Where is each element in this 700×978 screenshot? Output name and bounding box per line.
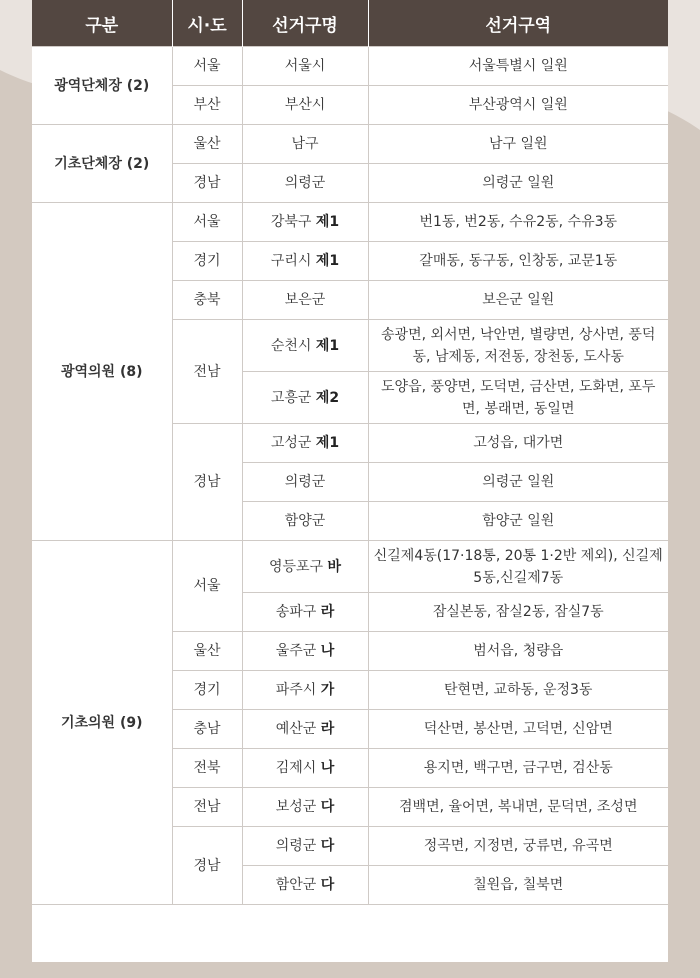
district-suffix: 다 [320, 877, 335, 893]
district-name: 부산시 [284, 97, 326, 113]
district-area-cell: 부산광역시 일원 [368, 86, 668, 125]
district-name-cell [242, 866, 368, 905]
district-suffix: 나 [320, 760, 335, 776]
district-area-cell: 칠원읍, 칠북면 [368, 866, 668, 905]
district-area-cell: 보은군 일원 [368, 281, 668, 320]
district-area-cell: 신길제4동(17·18통, 20통 1·2반 제외), 신길제5동,신길제7동 [368, 541, 668, 593]
district-area-cell: 범서읍, 청량읍 [368, 632, 668, 671]
sido-cell: 경남 [172, 827, 242, 905]
district-suffix: 다 [320, 838, 335, 854]
district-name: 함안군 [275, 877, 317, 893]
district-suffix: 제1 [315, 253, 340, 269]
district-name-cell [242, 125, 368, 164]
district-name-cell [242, 541, 368, 593]
district-name-cell [242, 47, 368, 86]
district-name: 울주군 [275, 643, 317, 659]
district-suffix: 라 [320, 604, 335, 620]
sido-cell: 전남 [172, 320, 242, 424]
district-name-cell [242, 671, 368, 710]
district-area-cell: 송광면, 외서면, 낙안면, 별량면, 상사면, 풍덕동, 남제동, 저전동, 장천동, 도사동 [368, 320, 668, 372]
district-name-cell [242, 242, 368, 281]
district-area-cell: 번1동, 번2동, 수유2동, 수유3동 [368, 203, 668, 242]
sido-cell: 서울 [172, 47, 242, 86]
sido-cell: 전북 [172, 749, 242, 788]
district-area-cell: 서울특별시 일원 [368, 47, 668, 86]
table-row [32, 125, 668, 164]
district-area-cell: 용지면, 백구면, 금구면, 검산동 [368, 749, 668, 788]
district-name: 순천시 [270, 337, 312, 354]
district-name-cell [242, 788, 368, 827]
district-area-cell: 덕산면, 봉산면, 고덕면, 신암면 [368, 710, 668, 749]
district-area-cell: 잠실본동, 잠실2동, 잠실7동 [368, 593, 668, 632]
district-name: 고흥군 [270, 389, 312, 406]
sido-cell: 전남 [172, 788, 242, 827]
district-area-cell: 함양군 일원 [368, 502, 668, 541]
table-row [32, 541, 668, 593]
district-name-cell [242, 86, 368, 125]
district-area-cell: 탄현면, 교하동, 운정3동 [368, 671, 668, 710]
sido-cell: 경기 [172, 671, 242, 710]
district-suffix: 다 [320, 799, 335, 815]
sido-cell: 경기 [172, 242, 242, 281]
district-name: 강북구 [270, 214, 312, 230]
district-name-cell [242, 463, 368, 502]
district-area-cell: 갈매동, 동구동, 인창동, 교문1동 [368, 242, 668, 281]
district-name: 구리시 [270, 253, 312, 269]
sido-cell: 서울 [172, 541, 242, 632]
district-name-cell [242, 827, 368, 866]
district-area-cell: 정곡면, 지정면, 궁류면, 유곡면 [368, 827, 668, 866]
district-name: 예산군 [275, 721, 317, 737]
district-name: 의령군 [284, 474, 326, 490]
category-cell: 기초의원 (9) [32, 541, 172, 905]
district-name-cell [242, 424, 368, 463]
district-name-cell [242, 710, 368, 749]
district-area-cell: 도양읍, 풍양면, 도덕면, 금산면, 도화면, 포두면, 봉래면, 동일면 [368, 372, 668, 424]
sido-cell: 울산 [172, 125, 242, 164]
district-name-cell [242, 372, 368, 424]
category-cell: 기초단체장 (2) [32, 125, 172, 203]
district-name-cell [242, 749, 368, 788]
sido-cell: 서울 [172, 203, 242, 242]
district-name: 보성군 [275, 799, 317, 815]
district-area-cell: 겸백면, 율어면, 복내면, 문덕면, 조성면 [368, 788, 668, 827]
district-name-cell [242, 632, 368, 671]
district-name: 송파구 [275, 604, 317, 620]
sido-cell: 부산 [172, 86, 242, 125]
district-area-cell: 의령군 일원 [368, 164, 668, 203]
district-name: 함양군 [284, 513, 326, 529]
header-sido: 시·도 [172, 0, 242, 47]
district-name: 김제시 [275, 760, 317, 776]
district-name-cell [242, 203, 368, 242]
district-name: 서울시 [284, 58, 326, 74]
table-row [32, 203, 668, 242]
district-name: 의령군 [275, 838, 317, 854]
district-name: 고성군 [270, 435, 312, 451]
district-name: 남구 [291, 136, 319, 152]
district-suffix: 제2 [315, 389, 340, 406]
election-district-table [32, 0, 668, 905]
district-area-cell: 의령군 일원 [368, 463, 668, 502]
district-name: 파주시 [275, 682, 317, 698]
district-name-cell [242, 320, 368, 372]
district-suffix: 제1 [315, 214, 340, 230]
district-suffix: 바 [327, 558, 342, 575]
district-name: 영등포구 [268, 558, 324, 575]
district-name-cell [242, 281, 368, 320]
district-area-cell: 남구 일원 [368, 125, 668, 164]
district-area-cell: 고성읍, 대가면 [368, 424, 668, 463]
sido-cell: 경남 [172, 424, 242, 541]
district-suffix: 가 [320, 682, 335, 698]
sido-cell: 충남 [172, 710, 242, 749]
district-name-cell [242, 502, 368, 541]
category-cell: 광역의원 (8) [32, 203, 172, 541]
category-cell: 광역단체장 (2) [32, 47, 172, 125]
district-suffix: 라 [320, 721, 335, 737]
district-suffix: 제1 [315, 337, 340, 354]
district-suffix: 나 [320, 643, 335, 659]
sido-cell: 충북 [172, 281, 242, 320]
district-name: 의령군 [284, 175, 326, 191]
district-name: 보은군 [284, 292, 326, 308]
sido-cell: 경남 [172, 164, 242, 203]
header-district-area: 선거구역 [368, 0, 668, 47]
header-category: 구분 [32, 0, 172, 47]
district-name-cell [242, 593, 368, 632]
header-district-name: 선거구명 [242, 0, 368, 47]
district-name-cell [242, 164, 368, 203]
sido-cell: 울산 [172, 632, 242, 671]
table-row [32, 47, 668, 86]
table-header-row [32, 0, 668, 47]
district-suffix: 제1 [315, 435, 340, 451]
